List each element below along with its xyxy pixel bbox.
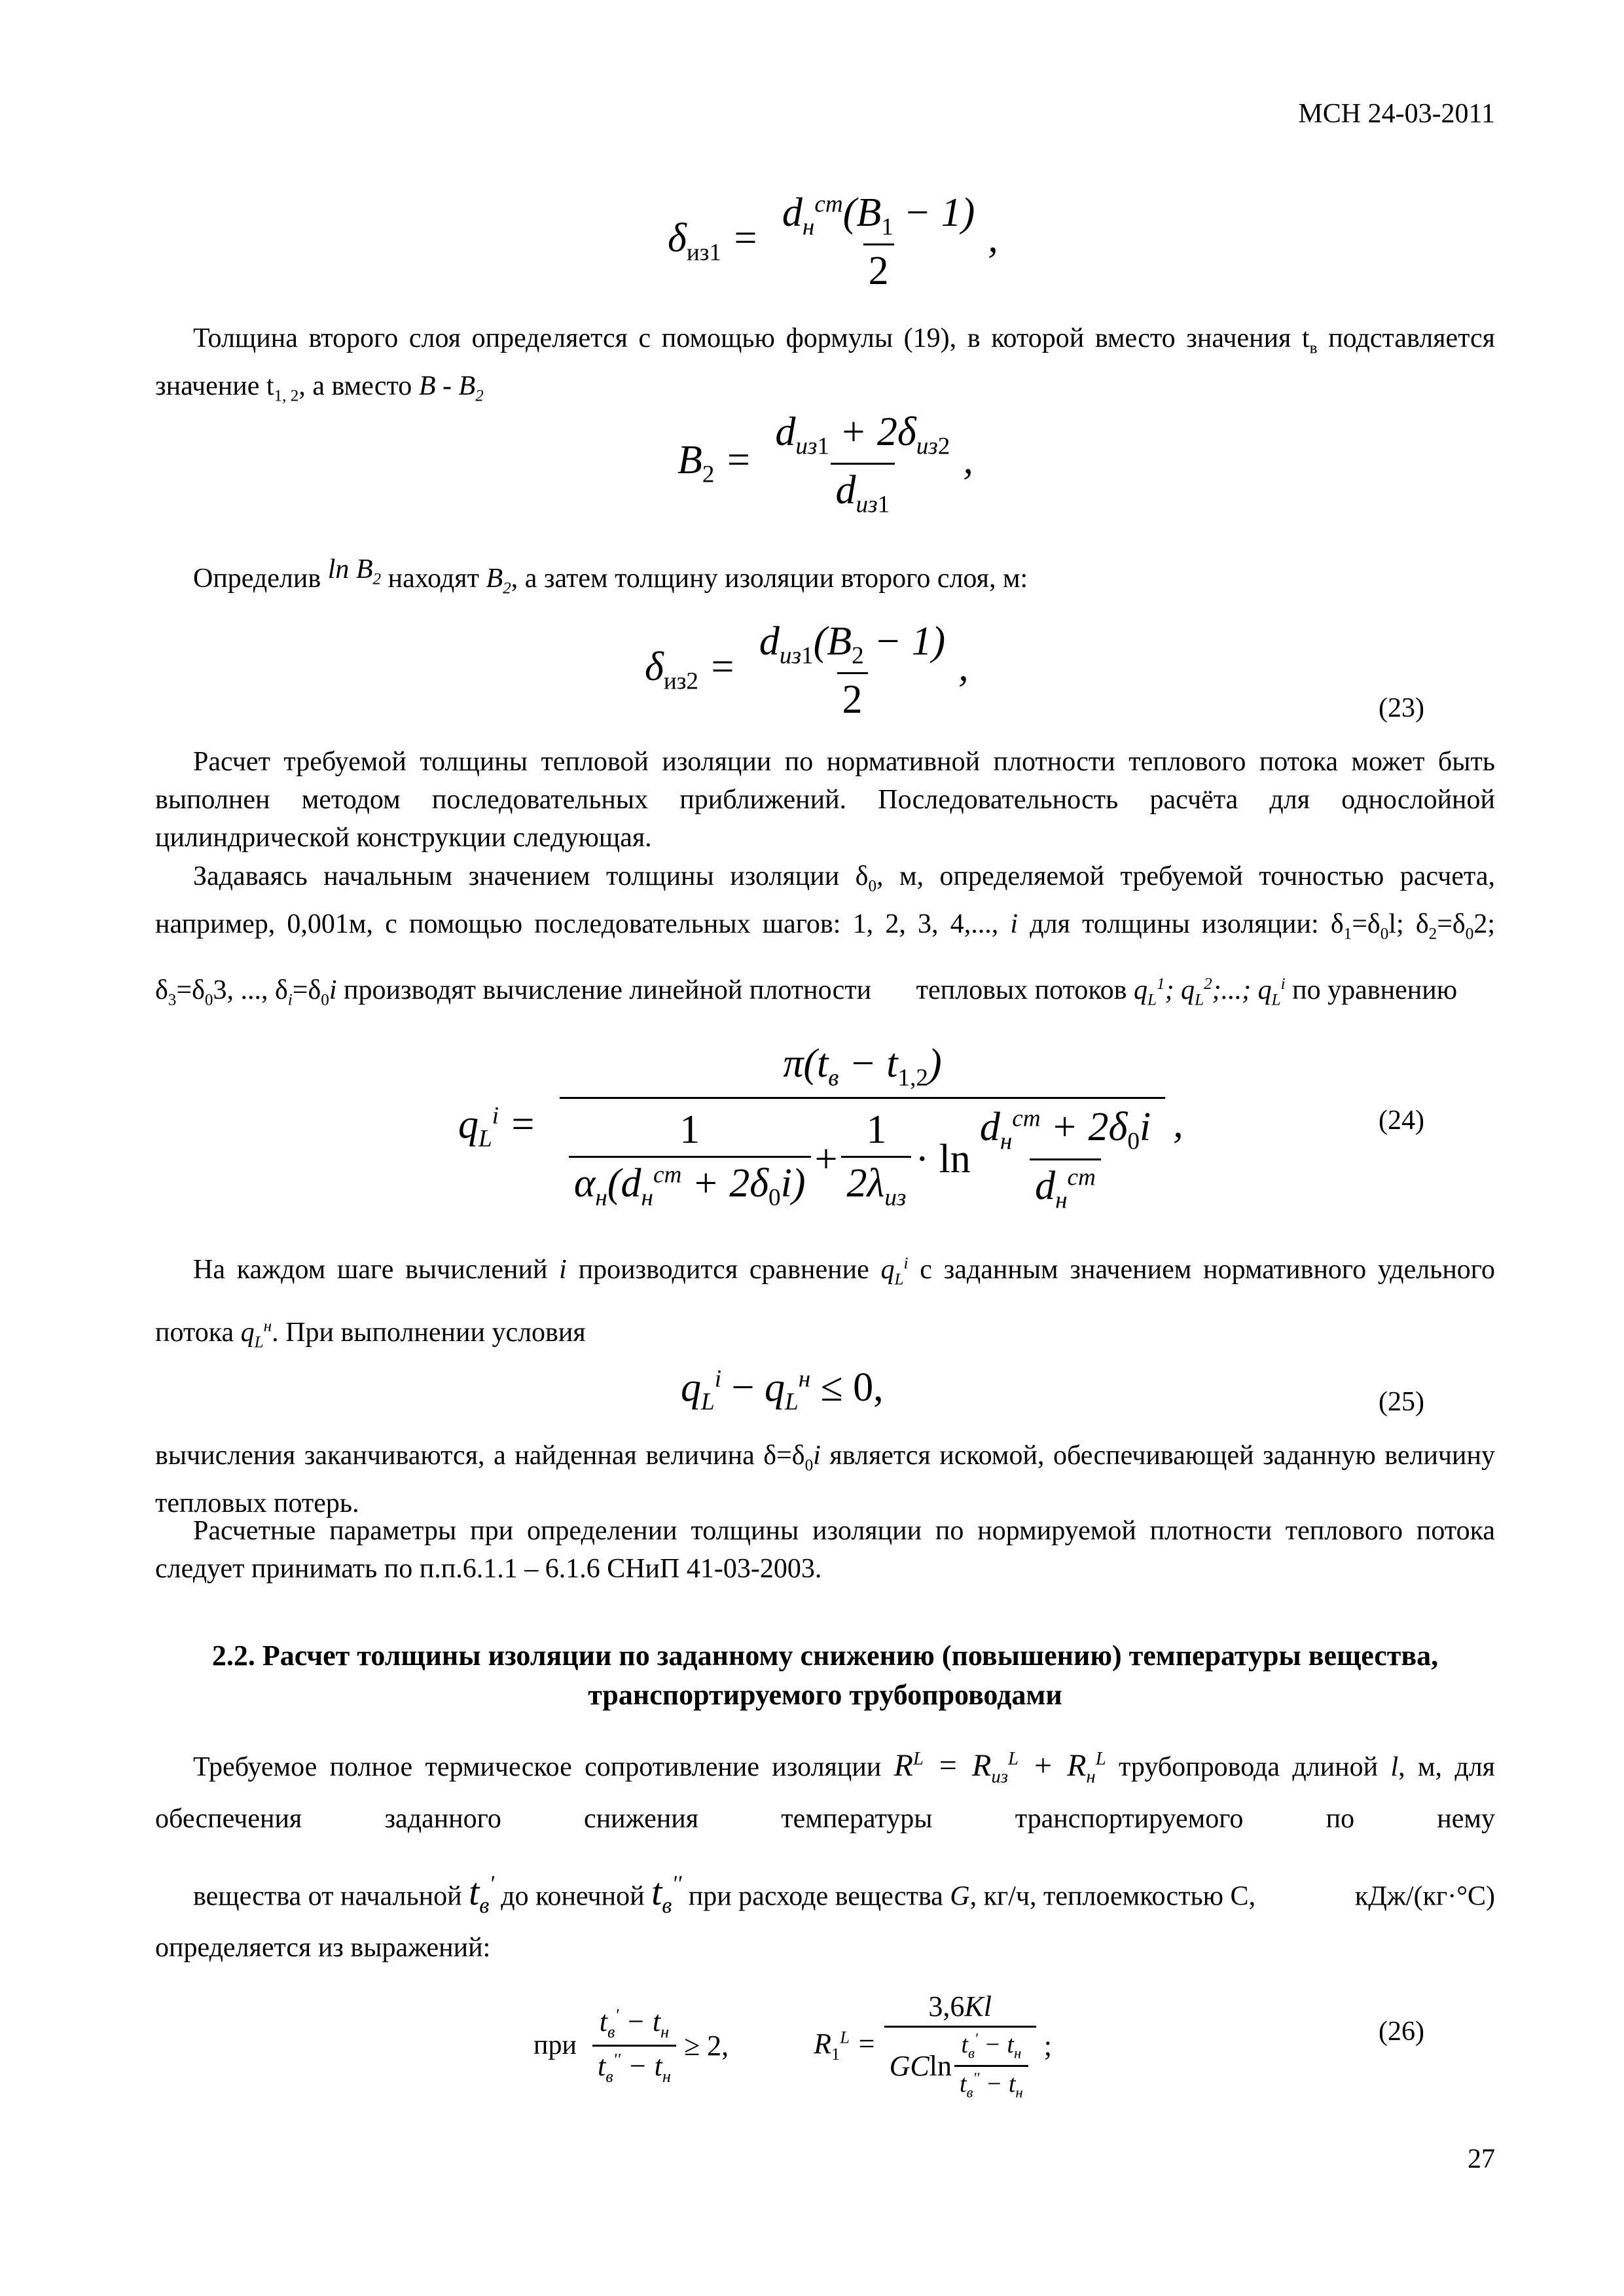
paragraph-initial-value: Задаваясь начальным значением толщины изоляции $\delta_0$, м, определяемой требуемой точностью расчета, например, 0,001м, с помощью последовательных шагов: 1, 2, 3, 4,..., i для толщины изоляции: $\delta_1=\delta_0l$; $\delta_2=\delta_02$; $\delta_3=\delta_03$, ..., $\delta_i=\delta_0i$ производят вычисление линейной плотности тепловых потоков $q_L^1$; $q_L^2$;...; $q_L^i$ по уравнению (155, 861, 1495, 1009)
paragraph-calc-finish: вычисления заканчиваются, а найденная величина $\delta=\delta_0i$ является искомой, обеспечивающей заданную величину тепловых потерь. (155, 1441, 1495, 1519)
paragraph-successive-approx: Расчет требуемой толщины тепловой изоляции по нормативной плотности теплового потока может быть выполнен методом последовательных приближений. Последовательность расчёта для однослойной цилиндрической конструкции следующая. (155, 747, 1495, 853)
paragraph-second-layer: Толщина второго слоя определяется с помощью формулы (19), в которой вместо значения $t_в$ подставляется значение $t_{1, 2}$, а вместо B - $B_2$ (155, 323, 1495, 405)
paragraph-each-step: На каждом шаге вычислений i производится сравнение $q_L^i$ с заданным значением нормативного удельного потока $q_L^н$. При выполнении условия (155, 1255, 1495, 1352)
equation-number-24: (24) (1379, 1105, 1424, 1136)
equation-number-25: (25) (1379, 1387, 1424, 1417)
formula-b2: $B_2$ = $\frac{d_{из1} + 2\delta_{из2}}{d_{из1}}$ , (677, 410, 973, 518)
page-number: 27 (1468, 2144, 1495, 2174)
section-heading-2-2: 2.2. Расчет толщины изоляции по заданному снижению (повышению) температуры вещества, транспортируемого трубопроводами (211, 1640, 1439, 1711)
formula-delta-iz2: $\delta_{из2}$ = $\frac{d_{из1}(B_2 - 1)}{2}$ , (645, 619, 969, 723)
formula-delta-iz1: $\delta_{из1}$ = $\frac{d_н^{ст}(B_1 - 1)}{2}$ , (668, 190, 998, 294)
paragraph-thermal-resistance: Требуемое полное термическое сопротивление изоляции $R^L = R_{из}^L + R_н^L$ трубопровода длиной l, м, для обеспечения заданного снижения температуры транспортируемого по нему вещества от начальной $t_в'$ до конечной $t_в''$ при расходе вещества G, кг/ч, теплоемкостью C, кДж/(кг·°C) определяется из выражений: (155, 1748, 1496, 1963)
equation-number-23: (23) (1379, 693, 1424, 723)
document-code-header: МСН 24-03-2011 (1298, 99, 1495, 129)
equation-number-26: (26) (1379, 2017, 1424, 2047)
formula-26: при $\frac{t_в' - t_н}{t_в'' - t_н}$ ≥ 2, $R_1^L$ = 3,6Kl GC ln $\frac{t_в' - t_н}{t_в'' - t_н}$ ; (533, 1990, 1052, 2101)
formula-condition: $q_L^i - q_L^н \le 0$, (681, 1365, 884, 1416)
formula-qli: $q_L^i$ = $\pi(t_в - t_{1,2})$ $\frac{1}{\alpha_н(d_н^{ст} + 2\delta_0i)}$ + $\frac{1}{2\lambda_{из}}$ · ln $\frac{d_н^{ст} + 2\delta_0i}{d_н^{ст}}$ , (458, 1041, 1183, 1214)
paragraph-determine-lnb2: Определив $\ln B_2$ находят $B_2$, а затем толщину изоляции второго слоя, м: (193, 554, 1028, 598)
paragraph-parameters: Расчетные параметры при определении толщины изоляции по нормируемой плотности теплового потока следует принимать по п.п.6.1.1 – 6.1.6 СНиП 41-03-2003. (155, 1516, 1495, 1584)
